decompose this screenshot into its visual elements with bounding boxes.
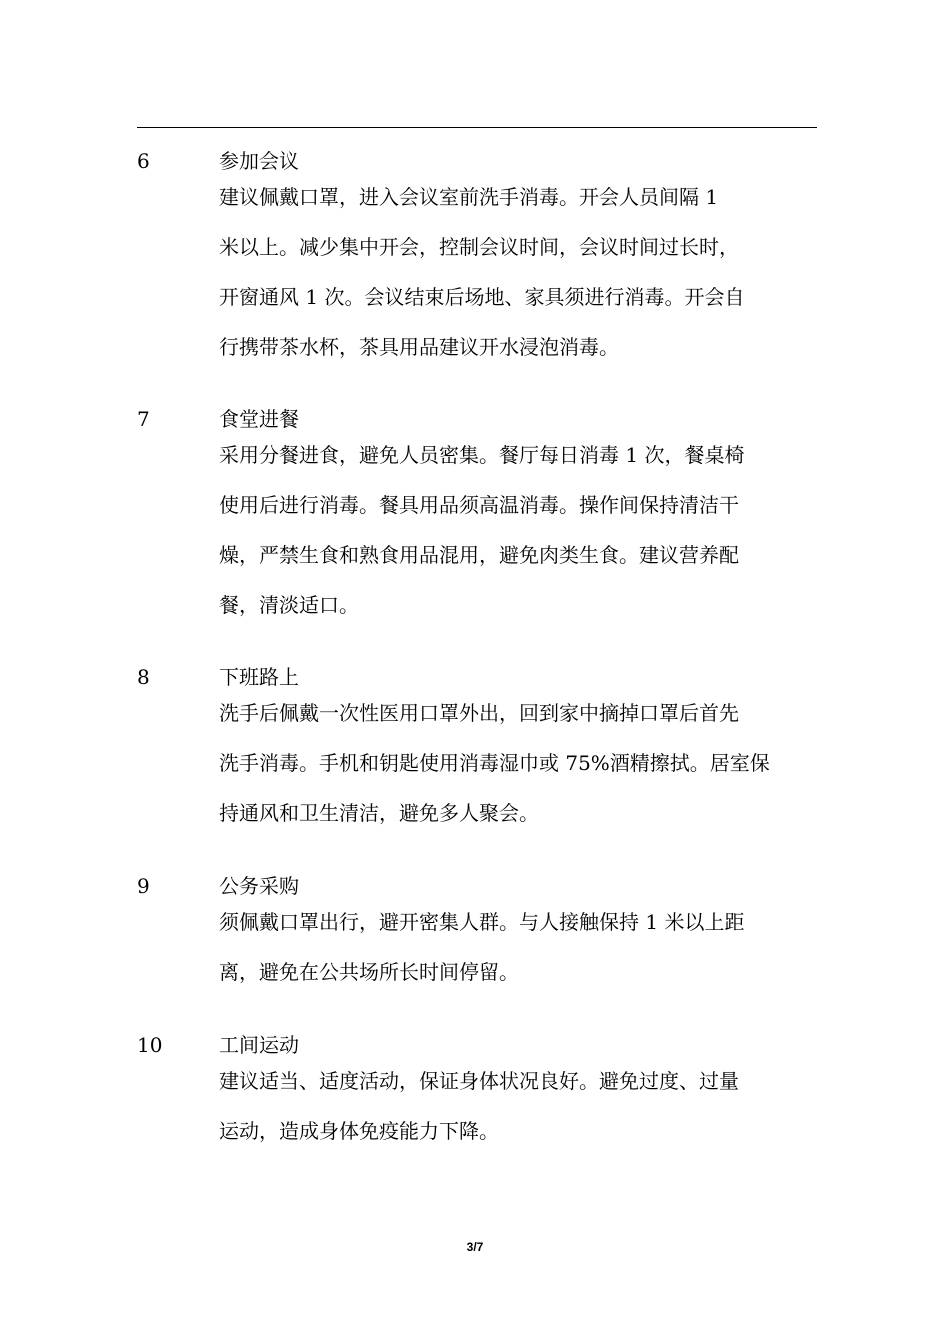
body-line: 使用后进行消毒。餐具用品须高温消毒。操作间保持清洁干: [219, 493, 739, 517]
body-line: 建议适当、适度活动，保证身体状况良好。避免过度、过量: [219, 1069, 739, 1093]
body-line: 燥，严禁生食和熟食用品混用，避免肉类生食。建议营养配: [219, 543, 739, 567]
body-line: 离，避免在公共场所长时间停留。: [219, 960, 519, 984]
section-title: 公务采购: [219, 874, 299, 898]
section-number: 8: [137, 665, 150, 689]
body-line: 洗手消毒。手机和钥匙使用消毒湿巾或 75%酒精擦拭。居室保: [219, 751, 770, 775]
body-line: 行携带茶水杯，茶具用品建议开水浸泡消毒。: [219, 335, 619, 359]
body-line: 洗手后佩戴一次性医用口罩外出，回到家中摘掉口罩后首先: [219, 701, 739, 725]
body-line: 须佩戴口罩出行，避开密集人群。与人接触保持 1 米以上距: [219, 910, 745, 934]
section-number: 6: [137, 149, 150, 173]
body-line: 餐，清淡适口。: [219, 593, 359, 617]
section-title: 食堂进餐: [219, 407, 299, 431]
section-body: [219, 907, 819, 1007]
section-number: 9: [137, 874, 150, 898]
body-line: 米以上。减少集中开会，控制会议时间，会议时间过长时，: [219, 235, 739, 259]
section-body: [219, 1066, 819, 1166]
section-title: 下班路上: [219, 665, 299, 689]
header-rule: [137, 127, 817, 128]
page-number: 3/7: [466, 1240, 484, 1254]
body-line: 开窗通风 1 次。会议结束后场地、家具须进行消毒。开会自: [219, 285, 745, 309]
section-body: [219, 182, 819, 382]
section-title: 参加会议: [219, 149, 299, 173]
body-line: 建议佩戴口罩，进入会议室前洗手消毒。开会人员间隔 1: [219, 185, 719, 209]
section-body: [219, 440, 819, 640]
body-line: 持通风和卫生清洁，避免多人聚会。: [219, 801, 539, 825]
section-number: 10: [137, 1033, 163, 1057]
section-body: [219, 698, 819, 848]
section-title: 工间运动: [219, 1033, 299, 1057]
section-number: 7: [137, 407, 150, 431]
body-line: 采用分餐进食，避免人员密集。餐厅每日消毒 1 次，餐桌椅: [219, 443, 745, 467]
body-line: 运动，造成身体免疫能力下降。: [219, 1119, 499, 1143]
